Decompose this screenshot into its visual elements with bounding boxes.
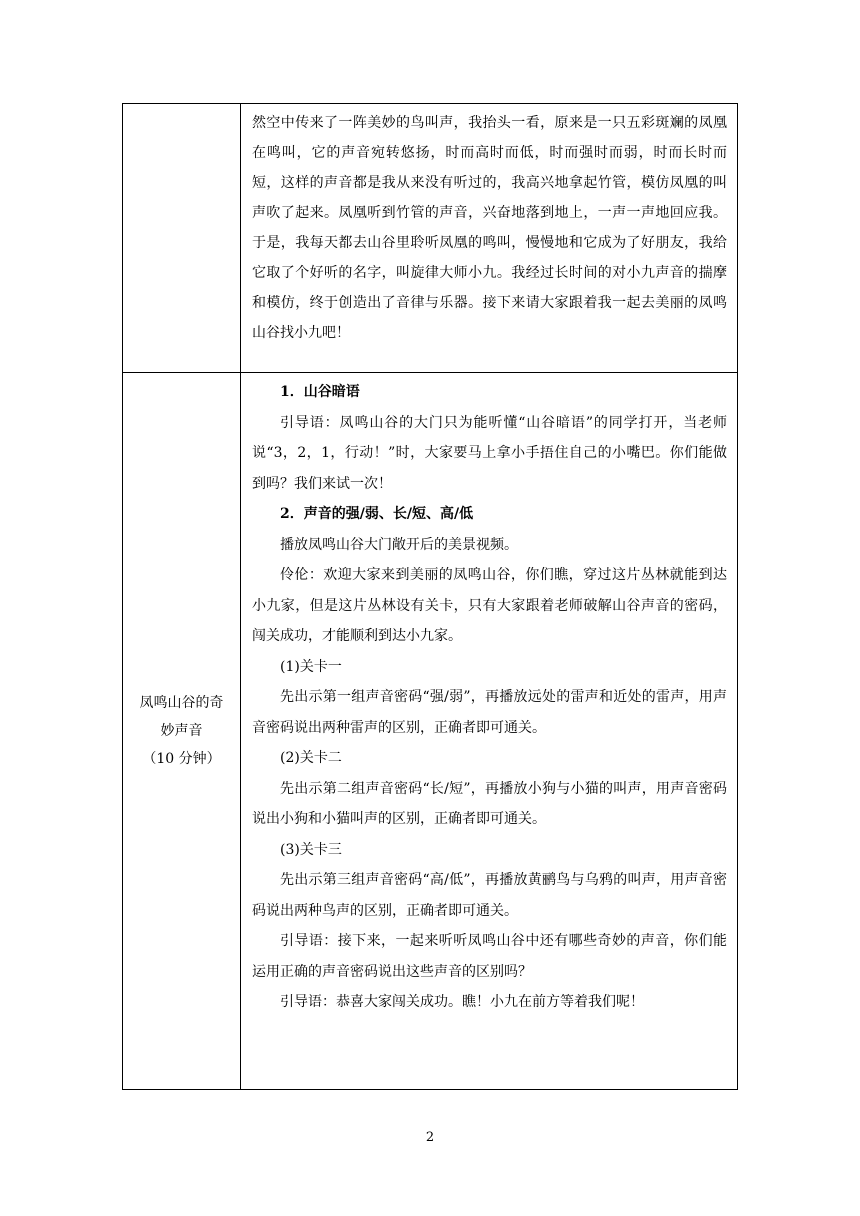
lesson-plan-table — [122, 103, 738, 1090]
section-label-line: 凤鸣山谷的奇 — [139, 695, 224, 711]
section-label-cell — [123, 373, 241, 1090]
level-title: (3)关卡三 — [280, 841, 342, 858]
left-cell-empty — [123, 104, 241, 373]
table-row — [123, 104, 738, 373]
content-cell — [241, 104, 738, 373]
guide-paragraph: 引导语：接下来，一起来听听凤鸣山谷中还有哪些奇妙的声音，你们能运用正确的声音密码说出这些声音的区别吗？ — [252, 933, 727, 980]
section-duration: （10 分钟） — [142, 751, 221, 767]
guide-paragraph: 引导语：凤鸣山谷的大门只为能听懂“山谷暗语”的同学打开，当老师说“3，2，1，行动！”时，大家要马上拿小手捂住自己的小嘴巴。你们能做到吗？我们来试一次！ — [252, 414, 727, 492]
table-row — [123, 373, 738, 1090]
guide-paragraph: 引导语：恭喜大家闯关成功。瞧！小九在前方等着我们呢！ — [280, 994, 644, 1010]
content-cell — [241, 373, 738, 1090]
heading-sound-properties: 2．声音的强/弱、长/短、高/低 — [280, 506, 474, 522]
section-label-line: 妙声音 — [160, 723, 203, 739]
level-description: 先出示第三组声音密码“高/低”，再播放黄鹂鸟与乌鸦的叫声，用声音密码说出两种鸟声的区别，正确者即可通关。 — [252, 872, 727, 919]
level-description: 先出示第二组声音密码“长/短”，再播放小狗与小猫的叫声，用声音密码说出小狗和小猫叫声的区别，正确者即可通关。 — [252, 780, 727, 827]
level-title: (1)关卡一 — [280, 658, 342, 675]
level-title: (2)关卡二 — [280, 750, 342, 766]
page-number: 2 — [425, 1130, 435, 1145]
story-paragraph: 然空中传来了一阵美妙的鸟叫声，我抬头一看，原来是一只五彩斑斓的凤凰在鸣叫，它的声音宛转悠扬，时而高时而低，时而强时而弱，时而长时而短，这样的声音都是我从来没有听过的，我高兴地拿起竹管，模仿凤凰的叫声吹了起来。凤凰听到竹管的声音，兴奋地落到地上，一声一声地回应我。于是，我每天都去山谷里聆听凤凰的鸣叫，慢慢地和它成为了好朋友，我给它取了个好听的名字，叫旋律大师小九。我经过长时间的对小九声音的揣摩和模仿，终于创造出了音律与乐器。接下来请大家跟着我一起去美丽的凤鸣山谷找小九吧！ — [252, 115, 727, 341]
instruction-paragraph: 播放凤鸣山谷大门敞开后的美景视频。 — [280, 536, 518, 553]
section-label — [123, 689, 240, 773]
heading-valley-password: 1．山谷暗语 — [280, 384, 360, 400]
dialogue-paragraph: 伶伦：欢迎大家来到美丽的凤鸣山谷，你们瞧，穿过这片丛林就能到达小九家，但是这片丛林设有关卡，只有大家跟着老师破解山谷声音的密码，闯关成功，才能顺利到达小九家。 — [252, 567, 727, 644]
level-description: 先出示第一组声音密码“强/弱”，再播放远处的雷声和近处的雷声，用声音密码说出两种雷声的区别，正确者即可通关。 — [252, 689, 727, 736]
